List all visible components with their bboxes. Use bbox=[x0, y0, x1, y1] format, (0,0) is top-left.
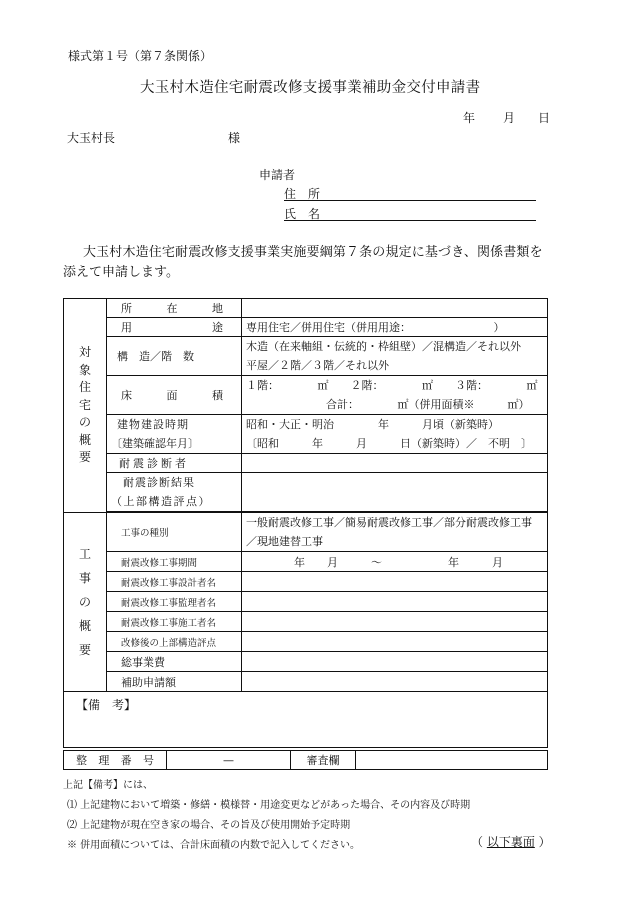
floor-area-per-level: １階： ㎡ ２階： ㎡ ３階： ㎡ bbox=[246, 379, 538, 392]
next-page-label: 以下裏面 bbox=[486, 835, 535, 849]
value-score-after[interactable] bbox=[242, 632, 548, 652]
label-diagnosis-result bbox=[107, 473, 242, 512]
section-work-overview-label: 工 事 の 概 要 bbox=[78, 547, 91, 657]
label-work-type: 工事の種別 bbox=[107, 513, 242, 552]
value-diagnosis-result[interactable] bbox=[242, 473, 548, 512]
section-target-house-label: 対 象 住 宅 の 概 要 bbox=[78, 345, 91, 465]
date-month: 月 bbox=[503, 111, 516, 125]
build-confirm-text: 〔建築確認年月〕 bbox=[111, 437, 199, 450]
remarks-box[interactable] bbox=[64, 692, 548, 748]
label-total-cost: 総事業費 bbox=[107, 652, 242, 672]
reference-row bbox=[63, 750, 548, 770]
value-work-type[interactable] bbox=[242, 513, 548, 552]
label-subsidy: 補助申請額 bbox=[107, 672, 242, 692]
label-diagnoser: 耐震診断者 bbox=[107, 454, 242, 473]
section-work-overview bbox=[64, 513, 107, 692]
date-day: 日 bbox=[538, 111, 551, 125]
label-supervisor: 耐震改修工事監理者名 bbox=[107, 592, 242, 612]
build-confirm-value: 〔昭和 年 月 日（新築時）／ 不明 〕 bbox=[246, 437, 532, 450]
note-intro: 上記【備考】には、 bbox=[63, 780, 153, 791]
label-build-period bbox=[107, 415, 242, 454]
name-label: 氏 名 bbox=[284, 207, 321, 221]
label-contractor: 耐震改修工事施工者名 bbox=[107, 612, 242, 632]
address-label: 住 所 bbox=[284, 187, 321, 201]
build-period-value: 昭和・大正・明治 年 月頃（新築時） bbox=[246, 418, 499, 431]
section-target-house bbox=[64, 299, 107, 513]
address-line[interactable] bbox=[284, 200, 536, 201]
note-1: ⑴ 上記建物において増築・修繕・模様替・用途変更などがあった場合、その内容及び時期 bbox=[67, 800, 471, 811]
remarks-label: 【備 考】 bbox=[76, 698, 137, 712]
value-contractor[interactable] bbox=[242, 612, 548, 632]
date-year: 年 bbox=[463, 111, 476, 125]
label-review: 審査欄 bbox=[291, 751, 356, 770]
work-type-options-1: 一般耐震改修工事／簡易耐震改修工事／部分耐震改修工事 bbox=[246, 516, 532, 529]
note-2: ⑵ 上記建物が現在空き家の場合、その旨及び使用開始予定時期 bbox=[67, 820, 351, 831]
label-location: 所 在 地 bbox=[107, 299, 242, 318]
floor-area-total: 合計： ㎡（併用面積※ ㎡） bbox=[326, 398, 530, 411]
value-structure[interactable] bbox=[242, 337, 548, 376]
value-location[interactable] bbox=[242, 299, 548, 318]
application-form-table bbox=[63, 298, 548, 748]
upper-structure-score-text: （上部構造評点） bbox=[111, 495, 211, 508]
intro-line-1: 大玉村木造住宅耐震改修支援事業実施要綱第７条の規定に基づき、関係書類を bbox=[83, 245, 543, 260]
label-score-after: 改修後の上部構造評点 bbox=[107, 632, 242, 652]
page-title: 大玉村木造住宅耐震改修支援事業補助金交付申請書 bbox=[140, 80, 481, 96]
applicant-label: 申請者 bbox=[259, 168, 296, 182]
value-subsidy[interactable] bbox=[242, 672, 548, 692]
label-reference-number: 整 理 番 号 bbox=[64, 751, 167, 770]
value-total-cost[interactable] bbox=[242, 652, 548, 672]
diagnosis-result-text: 耐震診断結果 bbox=[123, 476, 195, 489]
note-3: ※ 併用面積については、合計床面積の内数で記入してください。 bbox=[67, 840, 360, 851]
intro-line-2: 添えて申請します。 bbox=[63, 265, 179, 280]
value-review[interactable] bbox=[356, 751, 548, 770]
label-use: 用 途 bbox=[107, 318, 242, 337]
value-diagnoser[interactable] bbox=[242, 454, 548, 473]
name-line[interactable] bbox=[284, 220, 536, 221]
value-build-period[interactable] bbox=[242, 415, 548, 454]
label-structure: 構 造／階 数 bbox=[107, 337, 242, 376]
next-page-note: （ 以下裏面 ） bbox=[471, 835, 551, 849]
floors-options: 平屋／２階／３階／それ以外 bbox=[246, 359, 389, 372]
value-designer[interactable] bbox=[242, 572, 548, 592]
label-work-period: 耐震改修工事期間 bbox=[107, 552, 242, 572]
label-designer: 耐震改修工事設計者名 bbox=[107, 572, 242, 592]
build-period-text: 建物建設時期 bbox=[117, 418, 189, 431]
addressee: 大玉村長 bbox=[67, 131, 116, 145]
label-floor-area: 床 面 積 bbox=[107, 376, 242, 415]
value-use[interactable]: 専用住宅／併用住宅（併用用途： ） bbox=[242, 318, 548, 337]
structure-options: 木造（在来軸組・伝統的・枠組壁）／混構造／それ以外 bbox=[246, 340, 521, 353]
work-type-options-2: ／現地建替工事 bbox=[246, 535, 323, 548]
value-floor-area[interactable] bbox=[242, 376, 548, 415]
honorific: 様 bbox=[228, 131, 241, 145]
form-number: 様式第１号（第７条関係） bbox=[68, 49, 213, 63]
value-reference-number[interactable]: — bbox=[167, 751, 291, 770]
value-work-period[interactable]: 年 月 〜 年 月 bbox=[242, 552, 548, 572]
value-supervisor[interactable] bbox=[242, 592, 548, 612]
